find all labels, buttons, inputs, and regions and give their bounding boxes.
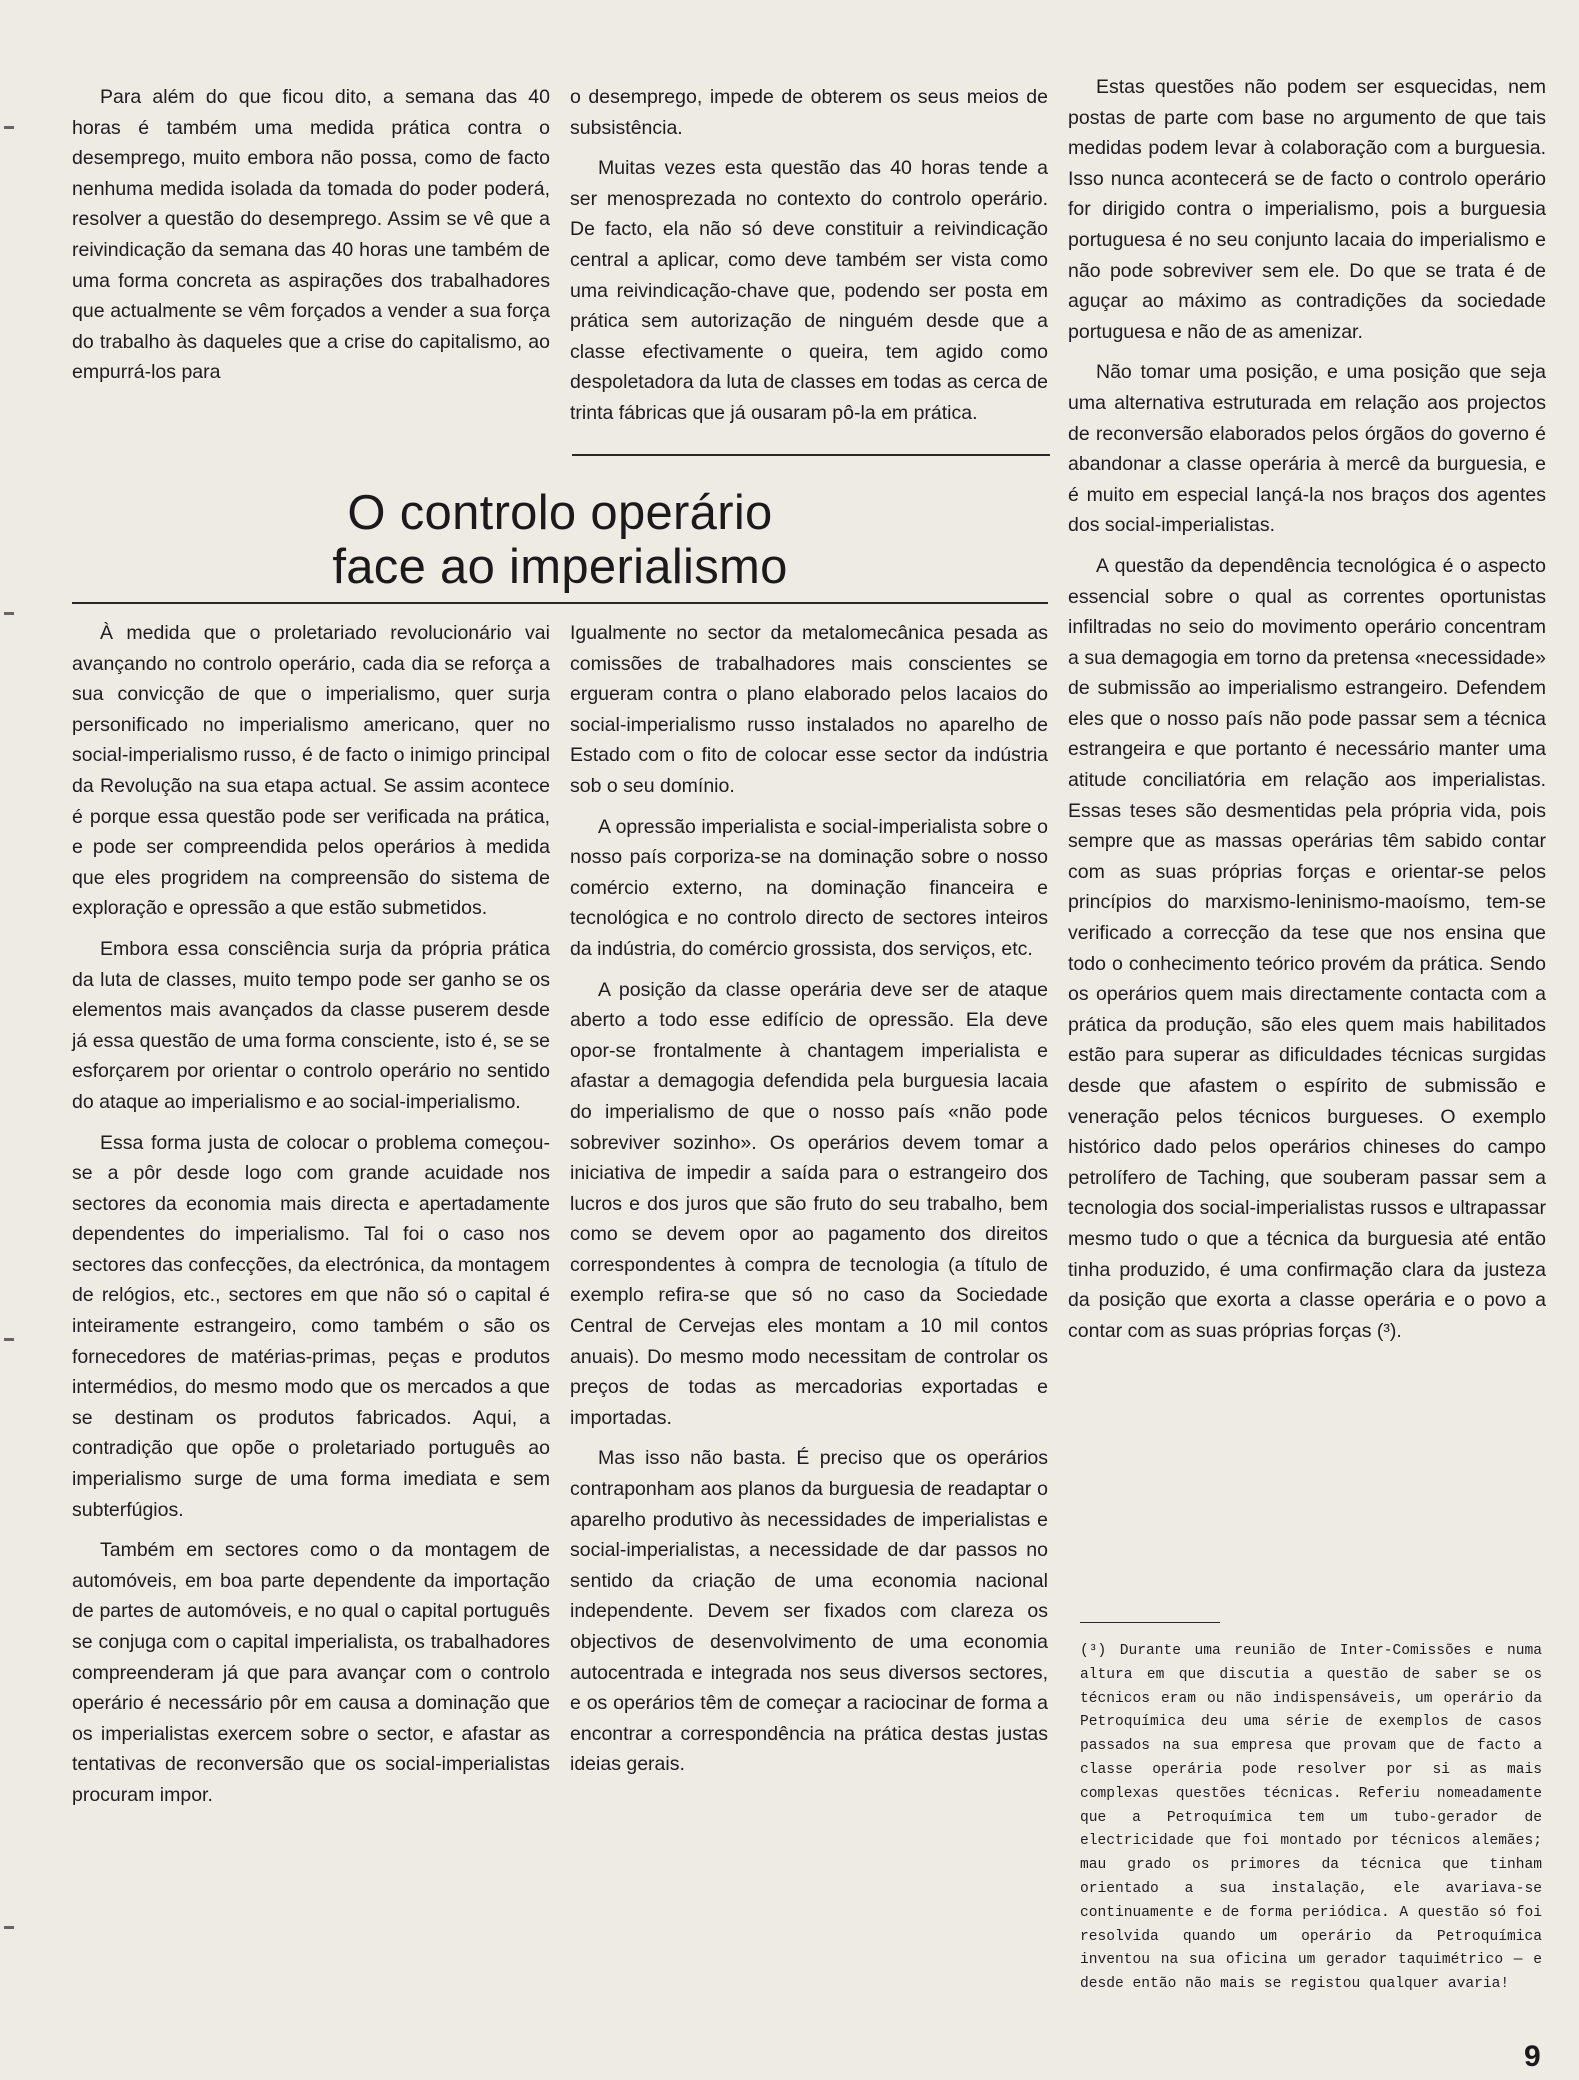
paragraph: À medida que o proletariado revolucionário vai avançando no controlo operário, cada dia se reforça a sua convicção de que o imperialismo, quer surja personificado no imperialismo americano, quer no social-imperialismo russo, é de facto o inimigo principal da Revolução na sua etapa actual. Se assim acontece é porque essa questão pode ser verificada na prática, e pode ser compreendida pelos operários à medida que eles progridem na compreensão do sistema de exploração e opressão a que estão submetidos.: [72, 622, 550, 920]
paragraph: A posição da classe operária deve ser de ataque aberto a todo esse edifício de opressão. Ela deve opor-se frontalmente à chantagem imperialista e afastar a demagogia defendida pela burguesia lacaia do imperialismo de que o nosso país «não pode sobreviver sozinho». Os operários devem tomar a iniciativa de impedir a saída para o estrangeiro dos lucros e dos juros que são fruto do seu trabalho, bem como se devem opor ao pagamento dos direitos correspondentes à compra de tecnologia (a título de exemplo refira-se que só no caso da Sociedade Central de Cervejas eles montam a 10 mil contos anuais). Do mesmo modo necessitam de controlar os preços de todas as mercadorias exportadas e importadas.: [570, 978, 1048, 1429]
article-column-2: [570, 618, 1048, 1790]
footnote-rule: [1080, 1622, 1220, 1623]
headline-line-1: O controlo operário: [347, 486, 773, 540]
scan-edge-mark: [4, 126, 14, 129]
top-column-1: [72, 82, 550, 398]
paragraph: Muitas vezes esta questão das 40 horas tende a ser menosprezada no contexto do controlo operário. De facto, ela não só deve constituir a reivindicação central a aplicar, como deve também ser vista como uma reivindicação-chave que, podendo ser posta em prática sem autorização de ninguém desde que a classe efectivamente o queira, tem agido como despoletadora da luta de classes em todas as cerca de trinta fábricas que já ousaram pô-la em prática.: [570, 157, 1048, 424]
paragraph: Igualmente no sector da metalomecânica pesada as comissões de trabalhadores mais conscientes se ergueram contra o plano elaborado pelos lacaios do social-imperialismo russo instalados no aparelho de Estado com o fito de colocar esse sector da indústria sob o seu domínio.: [570, 622, 1048, 797]
scan-edge-mark: [4, 1926, 14, 1929]
paragraph: Mas isso não basta. É preciso que os operários contraponham aos planos da burguesia de readaptar o aparelho produtivo às necessidades de imperialistas e social-imperialistas, a necessidade de dar passos no sentido da criação de uma economia nacional independente. Devem ser fixados com clareza os objectivos de desenvolvimento de uma economia autocentrada e integrada nos seus diversos sectores, e os operários têm de começar a raciocinar de forma a encontrar a correspondência na prática destas justas ideias gerais.: [570, 1447, 1048, 1776]
paragraph: Para além do que ficou dito, a semana das 40 horas é também uma medida prática contra o desemprego, muito embora não possa, como de facto nenhuma medida isolada da tomada do poder poderá, resolver a questão do desemprego. Assim se vê que a reivindicação da semana das 40 horas une também de uma forma concreta as aspirações dos trabalhadores que actualmente se vêm forçados a vender a sua força do trabalho às daqueles que a crise do capitalismo, ao empurrá-los para: [72, 86, 550, 384]
paragraph: Não tomar uma posição, e uma posição que seja uma alternativa estruturada em relação aos projectos de reconversão elaborados pelos órgãos do governo é abandonar a classe operária à mercê da burguesia, e é muito em especial lançá-la nos braços dos agentes dos social-imperialistas.: [1068, 361, 1546, 537]
page-number: 9: [1524, 2040, 1541, 2073]
paragraph: Embora essa consciência surja da própria prática da luta de classes, muito tempo pode ser ganho se os elementos mais avançados da classe puserem desde já essa questão de uma forma consciente, isto é, se se esforçarem por orientar o controlo operário no sentido do ataque ao imperialismo e ao social-imperialismo.: [72, 937, 550, 1113]
paragraph: A questão da dependência tecnológica é o aspecto essencial sobre o qual as correntes oportunistas infiltradas no seio do movimento operário concentram a sua demagogia em torno da pretensa «necessidade» de submissão ao imperialismo estrangeiro. Defendem eles que o nosso país não pode passar sem a técnica estrangeira e que portanto é necessário manter uma atitude conciliatória em relação aos imperialistas. Essas teses são desmentidas pela própria vida, pois sempre que as massas operárias têm sabido contar com as suas próprias forças e orientar-se pelos princípios do marxismo-leninismo-maoísmo, tem-se verificado a correcção da tese que nos ensina que todo o conhecimento teórico provém da prática. Sendo os operários quem mais directamente contacta com a prática da produção, são eles quem mais habilitados estão para superar as dificuldades técnicas surgidas desde que afastem o espírito de submissão e veneração pelos técnicos burgueses. O exemplo histórico dado pelos operários chineses do campo petrolífero de Taching, que souberam passar sem a tecnologia dos social-imperialistas russos e ultrapassar mesmo tudo o que a técnica da burguesia até então tinha produzido, é uma confirmação clara da justeza da posição que exorta a classe operária e o povo a contar com as suas próprias forças (³).: [1068, 554, 1546, 1342]
section-divider: [572, 454, 1050, 456]
top-column-2: [570, 82, 1048, 439]
article-headline: [60, 486, 1060, 594]
scan-edge-mark: [4, 612, 14, 615]
article-column-3: [1068, 72, 1546, 1356]
headline-divider: [72, 602, 1048, 604]
footnote: (³) Durante uma reunião de Inter-Comissões e numa altura em que discutia a questão de saber se os técnicos eram ou não indispensáveis, um operário da Petroquímica deu uma série de exemplos de casos passados na sua empresa que provam que de facto a classe operária pode resolver por si as mais complexas questões técnicas. Referiu nomeadamente que a Petroquímica tem um tubo-gerador de electricidade que foi montado por técnicos alemães; mau grado os primores da técnica que tinham orientado a sua instalação, ele avariava-se continuamente e de forma periódica. A questão só foi resolvida quando um operário da Petroquímica inventou na sua oficina um gerador taquimétrico — e desde então não mais se registou qualquer avaria!: [1080, 1643, 1542, 1993]
scan-edge-mark: [4, 1338, 14, 1341]
paragraph: Essa forma justa de colocar o problema começou-se a pôr desde logo com grande acuidade nos sectores da economia mais directa e apertadamente dependentes do imperialismo. Tal foi o caso nos sectores das confecções, da electrónica, da montagem de relógios, etc., sectores em que não só o capital é inteiramente estrangeiro, como também o são os fornecedores de matérias-primas, peças e produtos intermédios, do mesmo modo que os mercados a que se destinam os produtos fabricados. Aqui, a contradição que opõe o proletariado português ao imperialismo surge de uma forma imediata e sem subterfúgios.: [72, 1131, 550, 1521]
article-column-1: [72, 618, 550, 1821]
paragraph: Estas questões não podem ser esquecidas, nem postas de parte com base no argumento de que tais medidas podem levar à colaboração com a burguesia. Isso nunca acontecerá se de facto o controlo operário for dirigido contra o imperialismo, pois a burguesia portuguesa é no seu conjunto lacaia do imperialismo e não pode sobreviver sem ele. Do que se trata é de aguçar ao máximo as contradições da sociedade portuguesa e não de as amenizar.: [1068, 76, 1546, 343]
paragraph: Também em sectores como o da montagem de automóveis, em boa parte dependente da importação de partes de automóveis, e no qual o capital português se conjuga com o capital imperialista, os trabalhadores compreenderam já que para avançar com o controlo operário é necessário pôr em causa a dominação que os imperialistas exercem sobre o sector, e afastar as tentativas de reconversão que os social-imperialistas procuram impor.: [72, 1539, 550, 1806]
headline-line-2: face ao imperialismo: [332, 540, 788, 594]
paragraph: o desemprego, impede de obterem os seus meios de subsistência.: [570, 86, 1048, 139]
paragraph: A opressão imperialista e social-imperialista sobre o nosso país corporiza-se na dominação sobre o nosso comércio externo, na dominação financeira e tecnológica e no controlo directo de sectores inteiros da indústria, do comércio grossista, dos serviços, etc.: [570, 815, 1048, 960]
